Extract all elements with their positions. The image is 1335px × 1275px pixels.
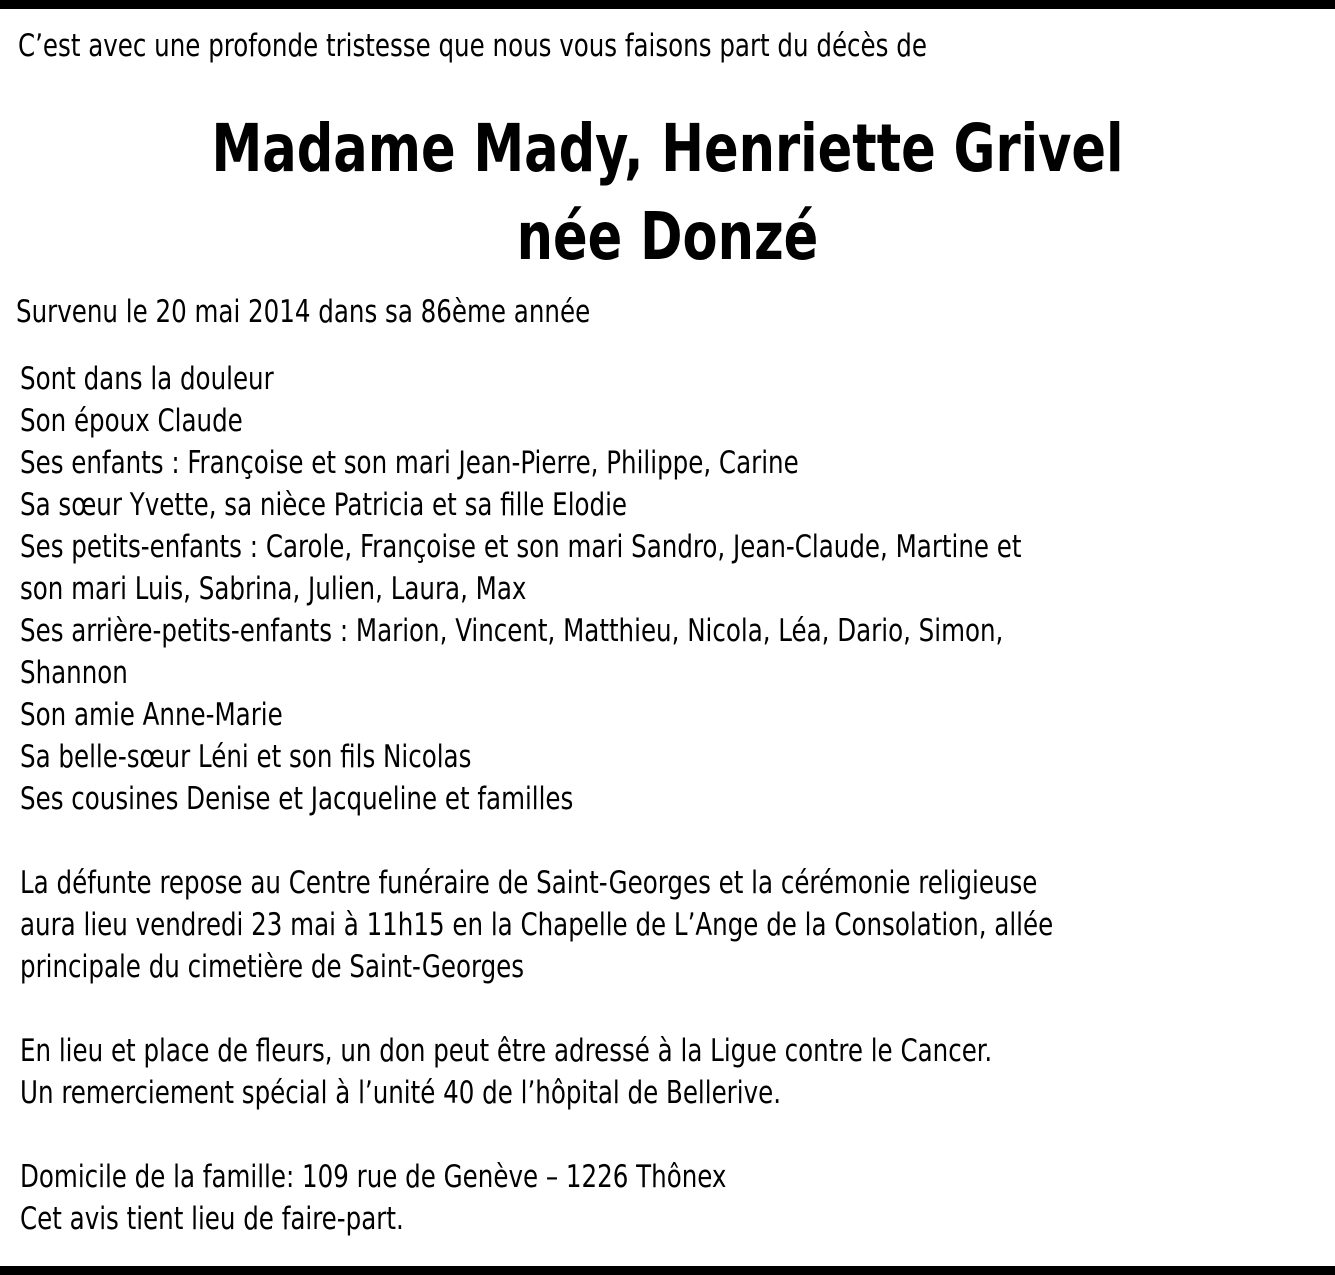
donation-line: En lieu et place de fleurs, un don peut être adressé à la Ligue contre le Cancer.	[20, 1033, 993, 1069]
mourners-line: son mari Luis, Sabrina, Julien, Laura, Max	[20, 571, 527, 607]
notice-body	[20, 358, 1314, 1240]
intro-text: C’est avec une profonde tristesse que nous vous faisons part du décès de	[18, 28, 927, 64]
family-address: Domicile de la famille: 109 rue de Genève – 1226 Thônex	[20, 1159, 727, 1195]
deceased-name	[0, 105, 1335, 281]
donation-line: Un remerciement spécial à l’unité 40 de l’hôpital de Bellerive.	[20, 1075, 781, 1111]
mourners-line: Ses petits-enfants : Carole, Françoise et son mari Sandro, Jean-Claude, Martine et	[20, 529, 1022, 565]
deceased-name-line-2: née Donzé	[516, 198, 819, 275]
mourners-line: Ses cousines Denise et Jacqueline et familles	[20, 781, 574, 817]
mourners-line: Son amie Anne-Marie	[20, 697, 283, 733]
faire-part-note: Cet avis tient lieu de faire-part.	[20, 1201, 404, 1237]
ceremony-line: aura lieu vendredi 23 mai à 11h15 en la Chapelle de L’Ange de la Consolation, allée	[20, 907, 1054, 943]
mourners-line: Ses arrière-petits-enfants : Marion, Vincent, Matthieu, Nicola, Léa, Dario, Simon,	[20, 613, 1004, 649]
donation-paragraph	[20, 1030, 1314, 1114]
bottom-border-rule	[0, 1266, 1335, 1275]
mourners-line: Shannon	[20, 655, 128, 691]
date-of-death: Survenu le 20 mai 2014 dans sa 86ème année	[16, 294, 591, 330]
ceremony-line: La défunte repose au Centre funéraire de Saint-Georges et la cérémonie religieuse	[20, 865, 1038, 901]
paragraph-gap	[20, 820, 1314, 862]
mourners-line: Son époux Claude	[20, 403, 243, 439]
mourners-line: Sa belle-sœur Léni et son fils Nicolas	[20, 739, 472, 775]
paragraph-gap	[20, 1114, 1314, 1156]
closing-paragraph	[20, 1156, 1314, 1240]
ceremony-line: principale du cimetière de Saint-Georges	[20, 949, 525, 985]
mourners-line: Ses enfants : Françoise et son mari Jean-Pierre, Philippe, Carine	[20, 445, 799, 481]
mourners-list	[20, 358, 1314, 820]
deceased-name-line-1: Madame Mady, Henriette Grivel	[211, 110, 1124, 187]
mourners-line: Sont dans la douleur	[20, 361, 274, 397]
top-border-rule	[0, 0, 1335, 9]
paragraph-gap	[20, 988, 1314, 1030]
mourners-line: Sa sœur Yvette, sa nièce Patricia et sa fille Elodie	[20, 487, 628, 523]
ceremony-paragraph	[20, 862, 1314, 988]
